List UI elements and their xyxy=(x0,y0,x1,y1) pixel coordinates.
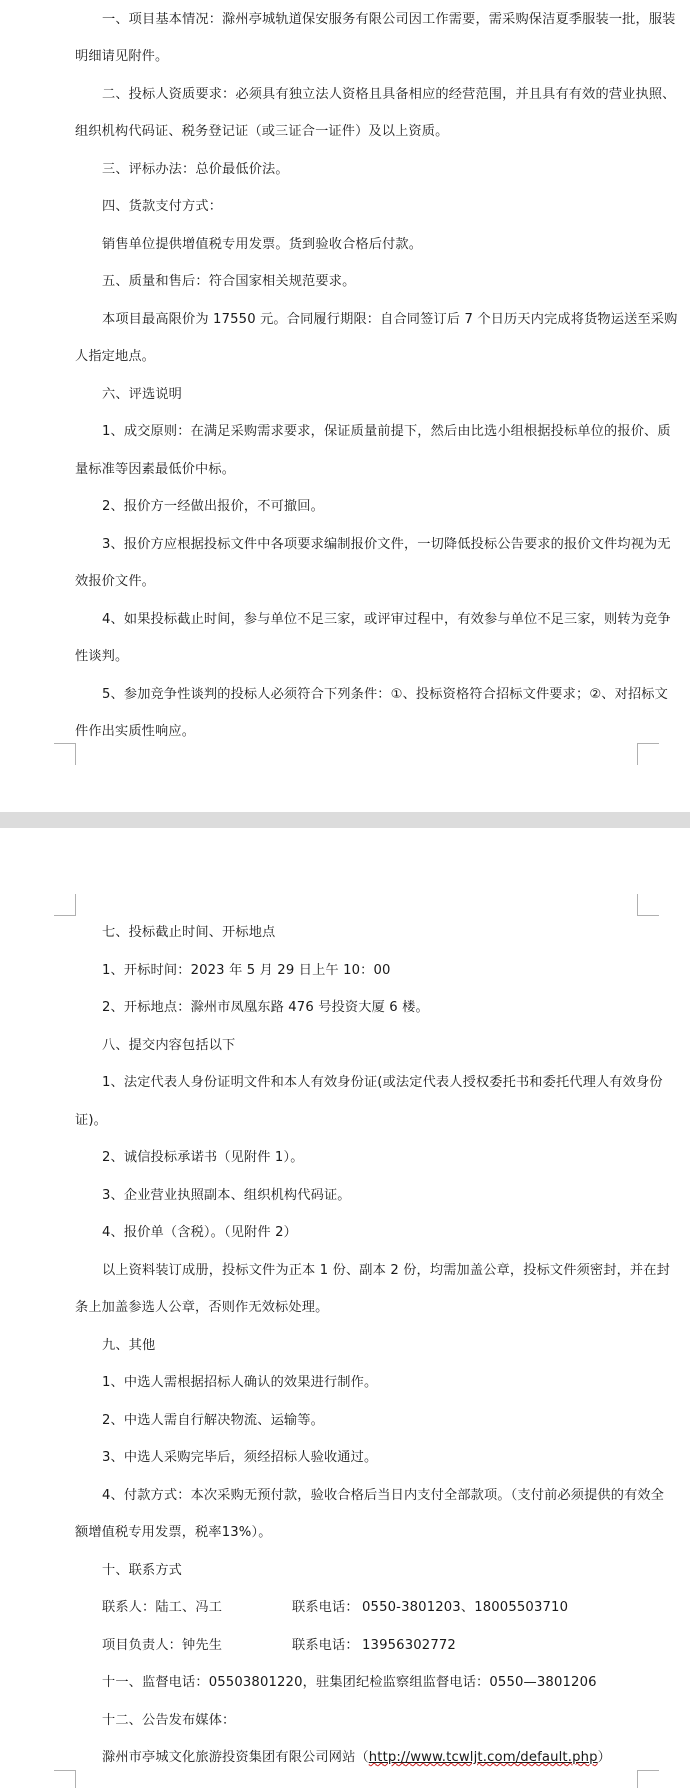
manager-phone-number: 13956302772 xyxy=(362,1638,456,1653)
section-1-text: 一、项目基本情况：滁州亭城轨道保安服务有限公司因工作需要，需采购保洁夏季服装一批，服装 xyxy=(102,12,676,27)
section-6-item-3-cont: 效报价文件。 xyxy=(75,574,156,589)
section-6-item-1: 1、成交原则：在满足采购需求要求，保证质量前提下，然后由比选小组根据投标单位的报价、质 xyxy=(102,424,671,439)
section-3-text: 三、评标办法：总价最低价法。 xyxy=(102,162,289,177)
section-8-item-1-cont: 证)。 xyxy=(75,1113,107,1128)
price-limit-text-cont: 人指定地点。 xyxy=(75,349,156,364)
section-9-item-1: 1、中选人需根据招标人确认的效果进行制作。 xyxy=(102,1375,378,1390)
section-12-heading: 十二、公告发布媒体： xyxy=(102,1713,236,1728)
section-2-text-cont: 组织机构代码证、税务登记证（或三证合一证件）及以上资质。 xyxy=(75,124,449,139)
section-6-item-4-cont: 性谈判。 xyxy=(75,649,129,664)
section-6-heading: 六、评选说明 xyxy=(102,387,183,402)
section-6-item-5-cont: 件作出实质性响应。 xyxy=(75,724,196,739)
section-6-item-1-cont: 量标准等因素最低价中标。 xyxy=(75,462,236,477)
media-suffix: ） xyxy=(597,1750,611,1765)
section-5-text: 五、质量和售后：符合国家相关规范要求。 xyxy=(102,274,356,289)
page-separator xyxy=(0,812,690,828)
section-9-item-4-cont: 额增值税专用发票，税率13%）。 xyxy=(75,1525,272,1540)
binding-instructions-cont: 条上加盖参选人公章，否则作无效标处理。 xyxy=(75,1300,329,1315)
margin-corner-mark-top-left xyxy=(54,894,76,916)
section-6-item-3: 3、报价方应根据投标文件中各项要求编制报价文件，一切降低投标公告要求的报价文件均视为无 xyxy=(102,537,671,552)
section-6-item-4: 4、如果投标截止时间，参与单位不足三家，或评审过程中，有效参与单位不足三家，则转为竞争 xyxy=(102,612,671,627)
media-line xyxy=(102,1749,611,1767)
project-manager: 项目负责人：钟先生 xyxy=(102,1638,223,1653)
section-8-item-3: 3、企业营业执照副本、组织机构代码证。 xyxy=(102,1188,351,1203)
section-8-heading: 八、提交内容包括以下 xyxy=(102,1038,236,1053)
section-10-heading: 十、联系方式 xyxy=(102,1563,183,1578)
section-11-supervision: 十一、监督电话：05503801220，驻集团纪检监察组监督电话：0550—3801206 xyxy=(102,1675,597,1690)
media-url-text: http://www.tcwljt.com/default.php xyxy=(368,1750,598,1765)
section-8-item-4: 4、报价单（含税）。（见附件 2） xyxy=(102,1225,297,1240)
section-4-detail: 销售单位提供增值税专用发票。货到验收合格后付款。 xyxy=(102,237,423,252)
manager-phone-label: 联系电话： xyxy=(292,1638,359,1653)
margin-corner-mark-bottom-left-p2 xyxy=(54,1770,76,1788)
section-9-item-2: 2、中选人需自行解决物流、运输等。 xyxy=(102,1413,324,1428)
margin-corner-mark-bottom-left xyxy=(54,743,76,765)
section-8-item-1: 1、法定代表人身份证明文件和本人有效身份证(或法定代表人授权委托书和委托代理人有效身份 xyxy=(102,1075,663,1090)
media-prefix: 滁州市亭城文化旅游投资集团有限公司网站（ xyxy=(102,1750,369,1765)
section-7-heading: 七、投标截止时间、开标地点 xyxy=(102,925,276,940)
section-4-heading: 四、货款支付方式： xyxy=(102,199,223,214)
document-page-1 xyxy=(0,0,690,812)
section-8-item-2: 2、诚信投标承诺书（见附件 1）。 xyxy=(102,1150,304,1165)
media-url-link[interactable] xyxy=(369,1750,598,1765)
section-6-item-2: 2、报价方一经做出报价，不可撤回。 xyxy=(102,499,324,514)
section-7-item-2: 2、开标地点：滁州市凤凰东路 476 号投资大厦 6 楼。 xyxy=(102,1000,429,1015)
margin-corner-mark-bottom-right-p2 xyxy=(637,1770,659,1788)
document-page-2 xyxy=(0,828,690,1788)
margin-corner-mark-top-right xyxy=(637,894,659,916)
section-2-text: 二、投标人资质要求：必须具有独立法人资格且具备相应的经营范围，并且具有有效的营业执照、 xyxy=(102,87,676,102)
section-9-item-4: 4、付款方式：本次采购无预付款，验收合格后当日内支付全部款项。（支付前必须提供的有效全 xyxy=(102,1488,665,1503)
section-7-item-1: 1、开标时间：2023 年 5 月 29 日上午 10：00 xyxy=(102,963,391,978)
section-1-text-cont: 明细请见附件。 xyxy=(75,49,169,64)
price-limit-text: 本项目最高限价为 17550 元。合同履行期限：自合同签订后 7 个日历天内完成将货物运送至采购 xyxy=(102,312,678,327)
contact-phone-label: 联系电话： xyxy=(292,1600,359,1615)
section-9-item-3: 3、中选人采购完毕后，须经招标人验收通过。 xyxy=(102,1450,378,1465)
binding-instructions: 以上资料装订成册，投标文件为正本 1 份、副本 2 份，均需加盖公章，投标文件须密封，并在封 xyxy=(102,1263,670,1278)
margin-corner-mark-bottom-right xyxy=(637,743,659,765)
contact-person: 联系人：陆工、冯工 xyxy=(102,1600,223,1615)
section-9-heading: 九、其他 xyxy=(102,1338,156,1353)
section-6-item-5: 5、参加竞争性谈判的投标人必须符合下列条件：①、投标资格符合招标文件要求；②、对招标文 xyxy=(102,687,668,702)
contact-phone-number: 0550-3801203、18005503710 xyxy=(362,1600,569,1615)
